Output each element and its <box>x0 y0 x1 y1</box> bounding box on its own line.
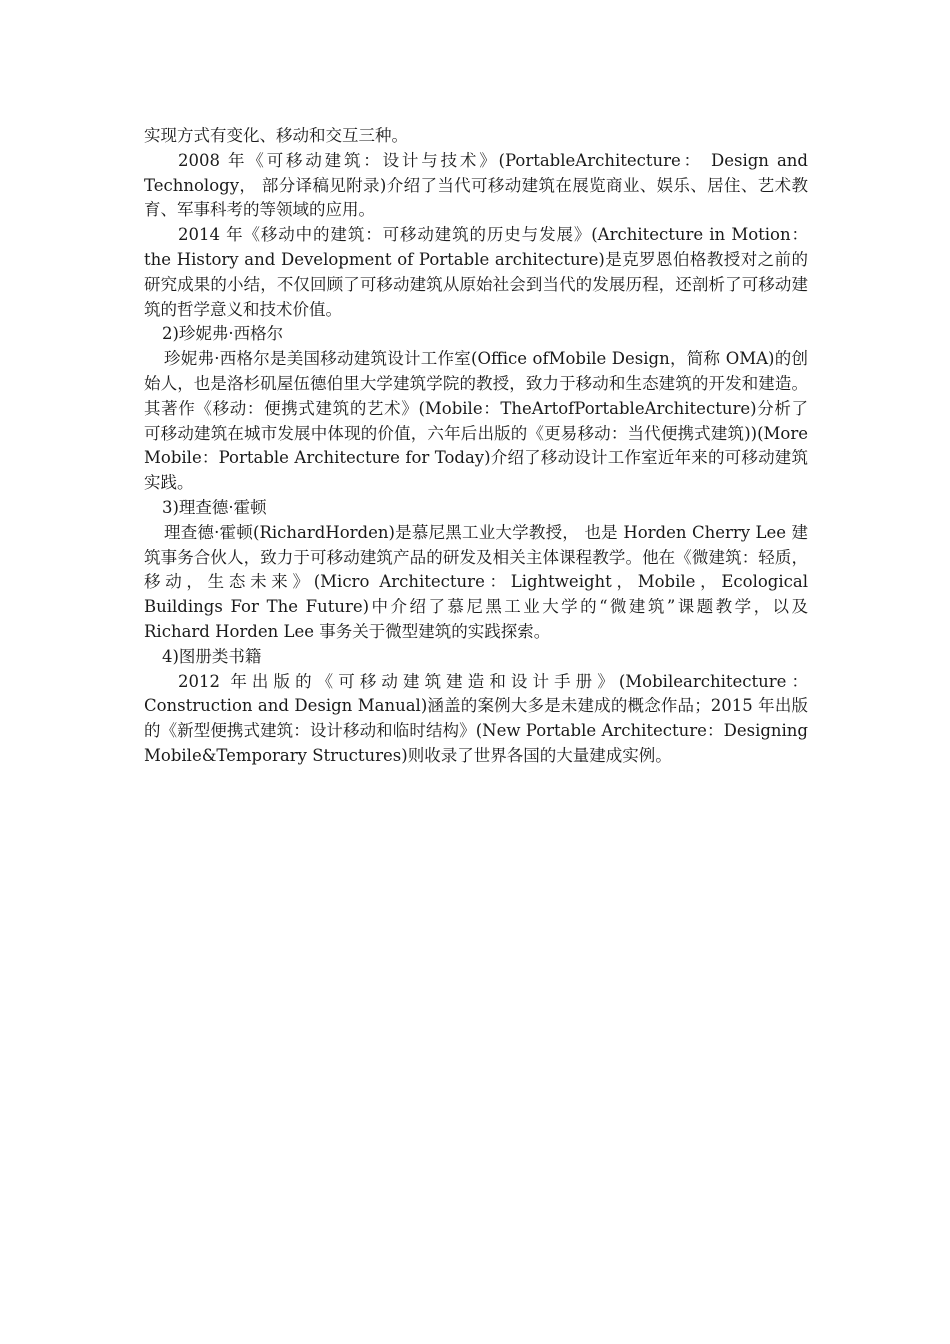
paragraph-jennifer-siegal: 珍妮弗·西格尔是美国移动建筑设计工作室(Office ofMobile Design，简称 OMA)的创始人，也是洛杉矶屋伍德伯里大学建筑学院的教授，致力于移动和生态建筑的开发和建造。其著作《移动：便携式建筑的艺术》(Mobile：TheArtofPortableArchitecture)分析了可移动建筑在城市发展中体现的价值，六年后出版的《更易移动：当代便携式建筑))(More Mobile：Portable Architecture for Today)介绍了移动设计工作室近年来的可移动建筑实践。 <box>144 349 808 493</box>
section-heading-richard-horden: 3)理查德·霍顿 <box>162 497 267 517</box>
paragraph-intro-tail: 实现方式有变化、移动和交互三种。 <box>144 126 408 145</box>
paragraph-2014-book: 2014 年《移动中的建筑：可移动建筑的历史与发展》(Architecture in Motion：the History and Development of Portable architecture)是克罗恩伯格教授对之前的研究成果的小结，不仅回顾了可移动建筑从原始社会到当代的发展历程，还剖析了可移动建筑的哲学意义和技术价值。 <box>144 225 808 319</box>
section-heading-atlas-books: 4)图册类书籍 <box>162 646 262 666</box>
paragraph-2008-book: 2008 年《可移动建筑：设计与技术》(PortableArchitecture： Design and Technology， 部分译稿见附录)介绍了当代可移动建筑在展览商业、娱乐、居住、艺术教育、军事科考的等领域的应用。 <box>144 150 808 220</box>
paragraph-richard-horden: 理查德·霍顿(RichardHorden)是慕尼黑工业大学教授， 也是 Horden Cherry Lee 建筑事务合伙人，致力于可移动建筑产品的研发及相关主体课程教学。他在《微建筑：轻质，移动，生态未来》(Micro Architecture：Lightweight，Mobile，Ecological Buildings For The Future)中介绍了慕尼黑工业大学的“微建筑”课题教学，以及 Richard Horden Lee 事务关于微型建筑的实践探索。 <box>144 522 808 641</box>
section-heading-jennifer-siegal: 2)珍妮弗·西格尔 <box>162 324 284 344</box>
paragraph-atlas-books: 2012 年出版的《可移动建筑建造和设计手册》(Mobilearchitecture：Construction and Design Manual)涵盖的案例大多是未建成的概念作品；2015 年出版的《新型便携式建筑：设计移动和临时结构》(New Portable Architecture：Designing Mobile&Temporary Structures)则收录了世界各国的大量建成实例。 <box>144 671 808 765</box>
body-text <box>144 124 808 769</box>
